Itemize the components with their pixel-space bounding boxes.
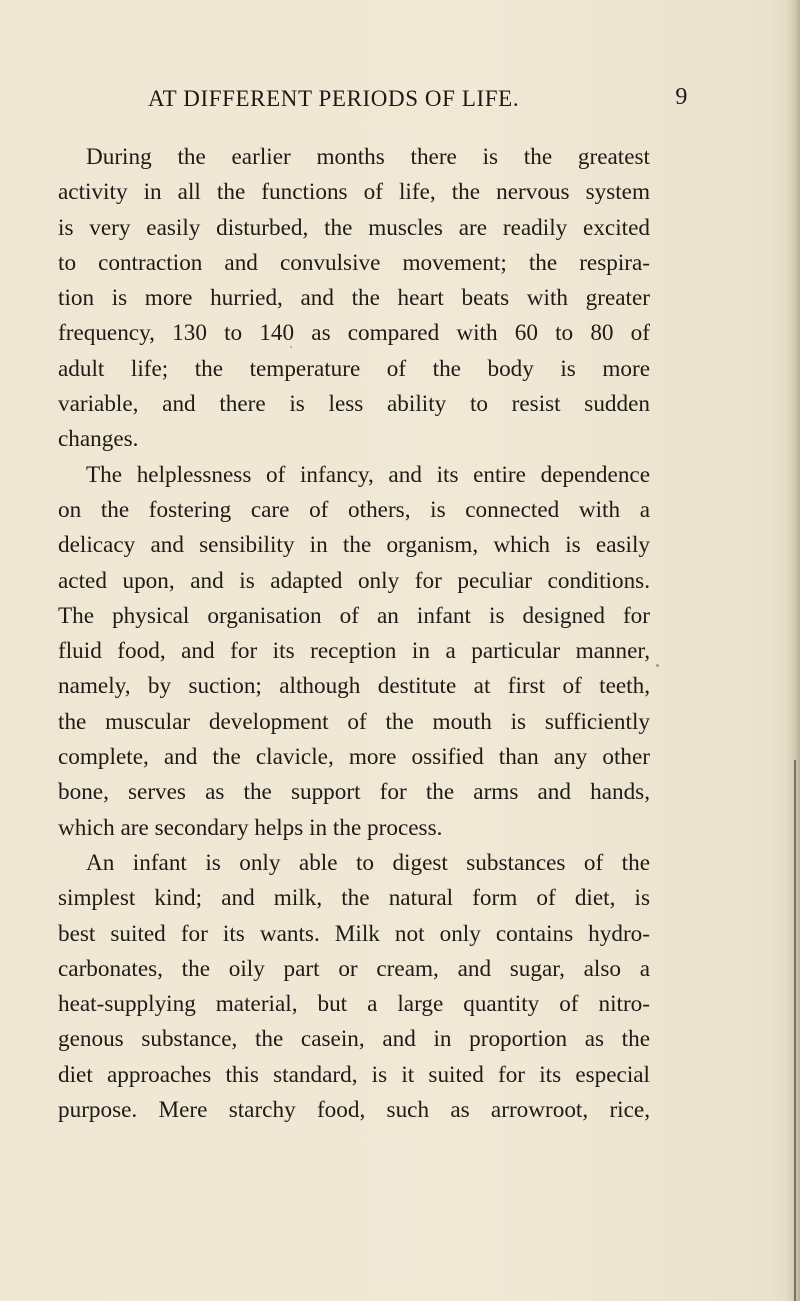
text-line: changes. [58, 426, 139, 453]
page-number: 9 [675, 84, 688, 110]
page-edge-shadow [786, 0, 800, 1301]
text-line: bone, serves as the support for the arms and hands, [58, 779, 650, 806]
text-line: An infant is only able to digest substances of the [86, 849, 650, 876]
text-line: fluid food, and for its reception in a particular manner, [58, 638, 650, 665]
text-line: tion is more hurried, and the heart beats with greater [58, 285, 650, 312]
text-line: delicacy and sensibility in the organism, which is easily [58, 532, 650, 559]
page-header [148, 86, 688, 126]
paper-speck [656, 664, 659, 667]
paper-speck [290, 346, 292, 348]
text-line: which are secondary helps in the process. [58, 814, 443, 841]
text-line: the muscular development of the mouth is sufficiently [58, 708, 650, 735]
text-line: activity in all the functions of life, the nervous system [58, 179, 650, 206]
text-line: to contraction and convulsive movement; the respira- [58, 249, 650, 276]
text-line: During the earlier months there is the greatest [86, 144, 650, 170]
text-line: genous substance, the casein, and in proportion as the [58, 1026, 650, 1053]
text-line: The helplessness of infancy, and its entire dependence [86, 461, 650, 488]
text-line: best suited for its wants. Milk not only contains hydro- [58, 920, 650, 947]
text-line: on the fostering care of others, is connected with a [58, 496, 650, 523]
text-line: simplest kind; and milk, the natural form of diet, is [58, 885, 650, 912]
text-line: namely, by suction; although destitute at first of teeth, [58, 673, 650, 700]
page-edge-line [794, 760, 796, 1301]
text-line: adult life; the temperature of the body is more [58, 355, 650, 382]
running-head: AT DIFFERENT PERIODS OF LIFE. [148, 86, 520, 111]
text-line: frequency, 130 to 140 as compared with 60 to 80 of [58, 320, 650, 347]
text-line: is very easily disturbed, the muscles are readily excited [58, 214, 650, 241]
text-line: acted upon, and is adapted only for peculiar conditions. [58, 567, 650, 594]
body-text [58, 140, 650, 1270]
text-line: carbonates, the oily part or cream, and sugar, also a [58, 955, 650, 982]
text-line: The physical organisation of an infant is designed for [58, 602, 650, 629]
text-line: heat-supplying material, but a large quantity of nitro- [58, 991, 650, 1018]
text-line: diet approaches this standard, is it suited for its especial [58, 1061, 650, 1088]
text-line: variable, and there is less ability to resist sudden [58, 391, 650, 418]
text-line: complete, and the clavicle, more ossified than any other [58, 744, 650, 771]
text-line: purpose. Mere starchy food, such as arrowroot, rice, [58, 1097, 650, 1124]
